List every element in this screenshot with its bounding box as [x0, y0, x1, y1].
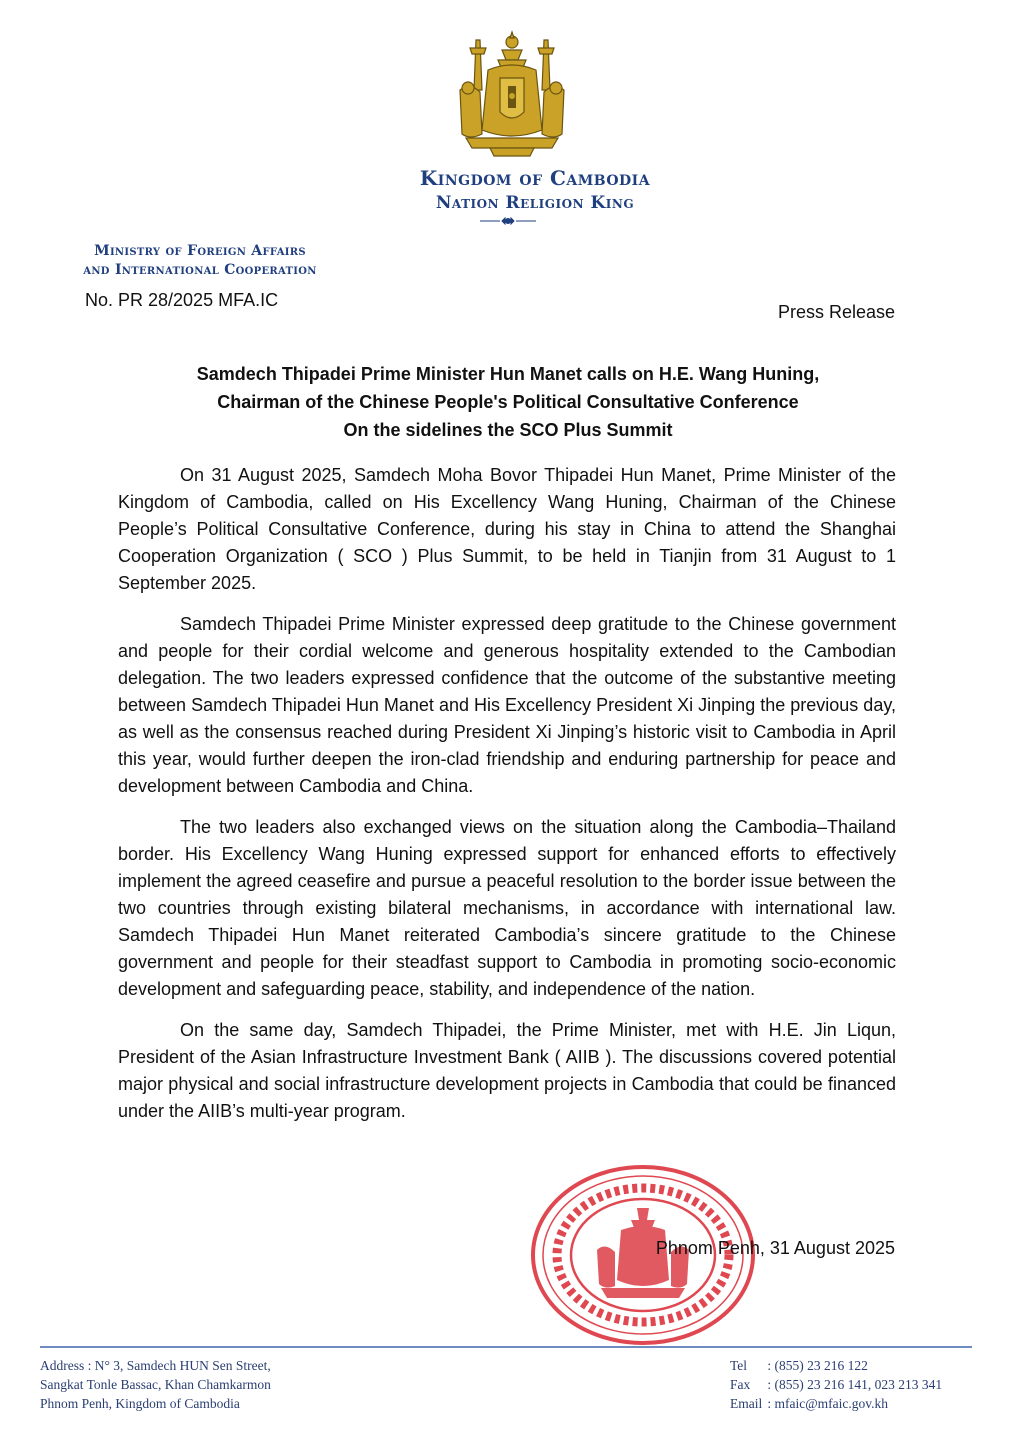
body-paragraph-2: Samdech Thipadei Prime Minister expressed deep gratitude to the Chinese government and people for their cordial welcome and generous hospitality extended to the Cambodian delegation. The two leaders expressed confidence that the outcome of the substantive meeting between Samdech Thipadei Hun Manet and His Excellency President Xi Jinping the previous day, as well as the consensus reached during President Xi Jinping’s historic visit to Cambodia in April this year, would further deepen the iron-clad friendship and enduring partnership for peace and development between Cambodia and China. — [118, 614, 896, 796]
body-paragraph-1: On 31 August 2025, Samdech Moha Bovor Thipadei Hun Manet, Prime Minister of the Kingdom of Cambodia, called on His Excellency Wang Huning, Chairman of the Chinese People’s Political Consultative Conference, during his stay in China to attend the Shanghai Cooperation Organization ( SCO ) Plus Summit, to be held in Tianjin from 31 August to 1 September 2025. — [118, 465, 896, 593]
footer-contacts — [730, 1356, 942, 1413]
press-release-headline — [120, 360, 896, 444]
body-paragraph-3: The two leaders also exchanged views on the situation along the Cambodia–Thailand border. His Excellency Wang Huning expressed support for enhanced efforts to effectively implement the agreed ceasefire and pursue a peaceful resolution to the border issue between the two countries through existing bilateral mechanisms, in accordance with international law. Samdech Thipadei Hun Manet reiterated Cambodia’s sincere gratitude to the Chinese government and people for their steadfast support to Cambodia in promoting socio-economic development and safeguarding peace, stability, and independence of the nation. — [118, 817, 896, 999]
address-line-1: Address : N° 3, Samdech HUN Sen Street, — [40, 1358, 271, 1373]
fax-label: Fax — [730, 1377, 751, 1392]
email-value[interactable]: : mfaic@mfaic.gov.kh — [767, 1396, 889, 1411]
ministry-line-2: and International Cooperation — [83, 262, 317, 278]
place-and-date: Phnom Penh, 31 August 2025 — [655, 1238, 895, 1258]
tel-label: Tel — [730, 1358, 748, 1373]
document-type: Press Release — [777, 302, 895, 322]
footer-divider — [40, 1346, 972, 1348]
reference-number: No. PR 28/2025 MFA.IC — [85, 290, 279, 310]
headline-line-1: Samdech Thipadei Prime Minister Hun Manet calls on H.E. Wang Huning, — [196, 364, 820, 384]
tel-value: : (855) 23 216 122 — [767, 1358, 868, 1373]
footer-address — [40, 1356, 271, 1413]
email-label: Email — [730, 1396, 763, 1411]
kingdom-heading — [300, 166, 770, 213]
headline-line-2: Chairman of the Chinese People's Political Consultative Conference — [217, 392, 799, 412]
footer-tel — [730, 1356, 942, 1375]
footer-email — [730, 1394, 942, 1413]
kingdom-name: Kingdom of Cambodia — [419, 166, 651, 190]
fax-value: : (855) 23 216 141, 023 213 341 — [767, 1377, 943, 1392]
address-line-2: Sangkat Tonle Bassac, Khan Chamkarmon — [40, 1377, 271, 1392]
royal-coat-of-arms-icon — [446, 30, 578, 162]
body-paragraph-4: On the same day, Samdech Thipadei, the Prime Minister, met with H.E. Jin Liqun, President of the Asian Infrastructure Investment Bank ( AIIB ). The discussions covered potential major physical and social infrastructure development projects in Cambodia that could be financed under the AIIB’s multi-year program. — [118, 1020, 896, 1121]
headline-line-3: On the sidelines the SCO Plus Summit — [343, 420, 673, 440]
divider-ornament-icon — [478, 216, 538, 226]
ministry-line-1: Ministry of Foreign Affairs — [94, 243, 306, 259]
footer-fax — [730, 1375, 942, 1394]
address-line-3: Phnom Penh, Kingdom of Cambodia — [40, 1396, 240, 1411]
national-motto: Nation Religion King — [435, 193, 635, 213]
ministry-name — [40, 242, 360, 280]
press-release-body — [118, 462, 896, 1139]
